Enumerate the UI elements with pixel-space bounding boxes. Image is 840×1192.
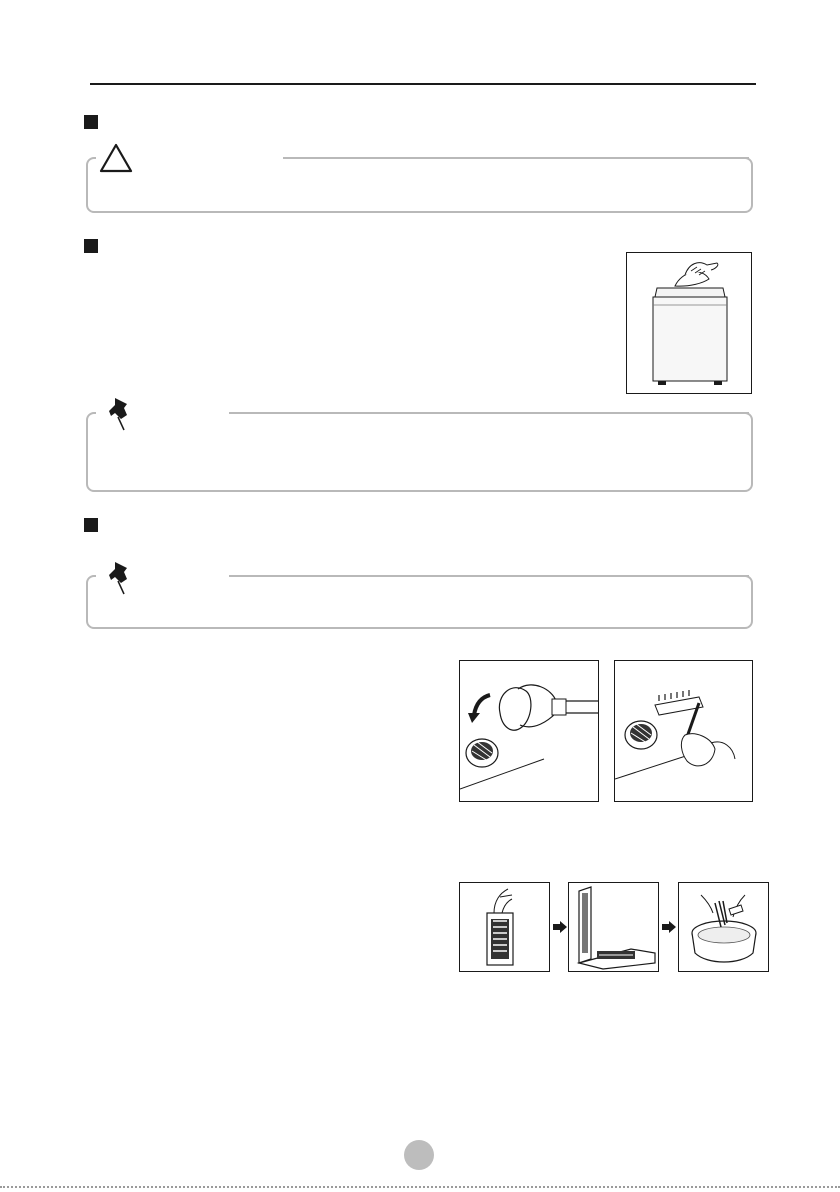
lint-filter-open-illustration [568,882,659,972]
inlet-filter-brush-illustration [614,660,753,802]
header-rule [90,83,756,85]
warning-triangle-icon [99,143,133,173]
section-marker-2 [84,239,98,253]
note-box-2 [86,575,753,629]
caution-box [86,157,753,213]
washer-wiping-illustration [626,252,752,394]
hose-disconnect-illustration [459,660,599,802]
pushpin-icon [106,559,136,597]
note-box-1 [86,412,753,492]
lint-filter-wash-illustration [678,882,769,972]
arrow-right-icon [553,921,567,933]
section-marker-3 [84,518,98,532]
lint-filter-remove-illustration [459,882,550,972]
section-marker-1 [84,115,98,129]
page-number-dot [404,1140,434,1170]
pushpin-icon [106,395,136,433]
arrow-right-icon [662,921,676,933]
bottom-edge [0,1186,840,1188]
